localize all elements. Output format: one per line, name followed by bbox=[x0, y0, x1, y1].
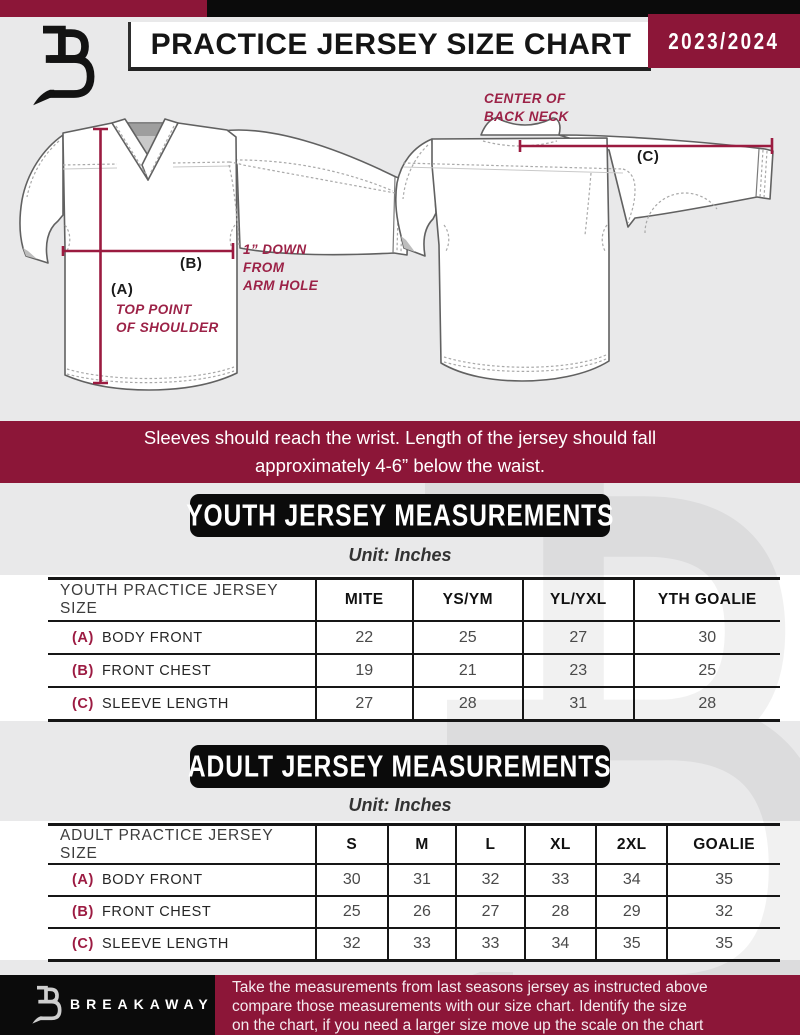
youth-col-header-3: YL/YXL bbox=[523, 579, 634, 622]
table-row: (A) BODY FRONT 22 25 27 30 bbox=[48, 621, 780, 654]
youth-col-header-0: YOUTH PRACTICE JERSEY SIZE bbox=[60, 582, 279, 617]
table-header-row bbox=[48, 825, 780, 865]
fit-notice-line1: Sleeves should reach the wrist. Length of the jersey should fall bbox=[143, 427, 657, 449]
fit-notice-line2: approximately 4-6” below the waist. bbox=[255, 455, 545, 476]
adult-col-header-3: L bbox=[456, 825, 524, 865]
table-row: (B) FRONT CHEST 25 26 27 28 29 32 bbox=[48, 896, 780, 928]
label-b-key: (B) bbox=[180, 255, 203, 272]
table-row: (C) SLEEVE LENGTH 27 28 31 28 bbox=[48, 687, 780, 721]
youth-unit-label: Unit: Inches bbox=[348, 545, 452, 565]
fit-notice-banner bbox=[0, 421, 800, 483]
adult-col-header-5: 2XL bbox=[596, 825, 667, 865]
label-c-note: CENTER OF BACK NECK bbox=[484, 91, 569, 125]
label-a-key: (A) bbox=[111, 281, 134, 298]
youth-section-banner: YOUTH JERSEY MEASUREMENTS bbox=[190, 494, 610, 537]
adult-col-header-1: S bbox=[316, 825, 388, 865]
adult-size-table bbox=[48, 823, 780, 962]
adult-section-banner: ADULT JERSEY MEASUREMENTS bbox=[190, 745, 610, 788]
label-c-key: (C) bbox=[637, 148, 660, 165]
label-a-note: TOP POINT OF SHOULDER bbox=[116, 302, 219, 336]
table-row: (A) BODY FRONT 30 31 32 33 34 35 bbox=[48, 864, 780, 896]
label-b-note: 1” DOWN FROM ARM HOLE bbox=[243, 242, 319, 294]
season-label: 2023/2024 bbox=[668, 27, 780, 54]
adult-col-header-2: M bbox=[388, 825, 457, 865]
breakaway-logo-icon-footer bbox=[30, 985, 64, 1025]
youth-col-header-2: YS/YM bbox=[413, 579, 524, 622]
measurement-line-a bbox=[93, 129, 108, 383]
adult-col-header-6: GOALIE bbox=[667, 825, 780, 865]
footer-brand-name: BREAKAWAY bbox=[70, 996, 214, 1012]
youth-size-table bbox=[48, 577, 780, 722]
adult-col-header-0: ADULT PRACTICE JERSEY SIZE bbox=[60, 826, 274, 862]
youth-col-header-1: MITE bbox=[316, 579, 413, 622]
table-row: (C) SLEEVE LENGTH 32 33 33 34 35 35 bbox=[48, 928, 780, 961]
adult-unit-label: Unit: Inches bbox=[348, 795, 452, 815]
table-header-row bbox=[48, 579, 780, 622]
page-title: PRACTICE JERSEY SIZE CHART bbox=[150, 27, 632, 61]
measurement-line-b bbox=[63, 243, 233, 259]
table-row: (B) FRONT CHEST 19 21 23 25 bbox=[48, 654, 780, 687]
youth-col-header-4: YTH GOALIE bbox=[634, 579, 780, 622]
footer-instructions: Take the measurements from last seasons jersey as instructed above compare those measurements with our size chart. Identify the size on the chart, if you need a larger size move up the scale on the chart bbox=[232, 979, 708, 1034]
adult-col-header-4: XL bbox=[525, 825, 597, 865]
